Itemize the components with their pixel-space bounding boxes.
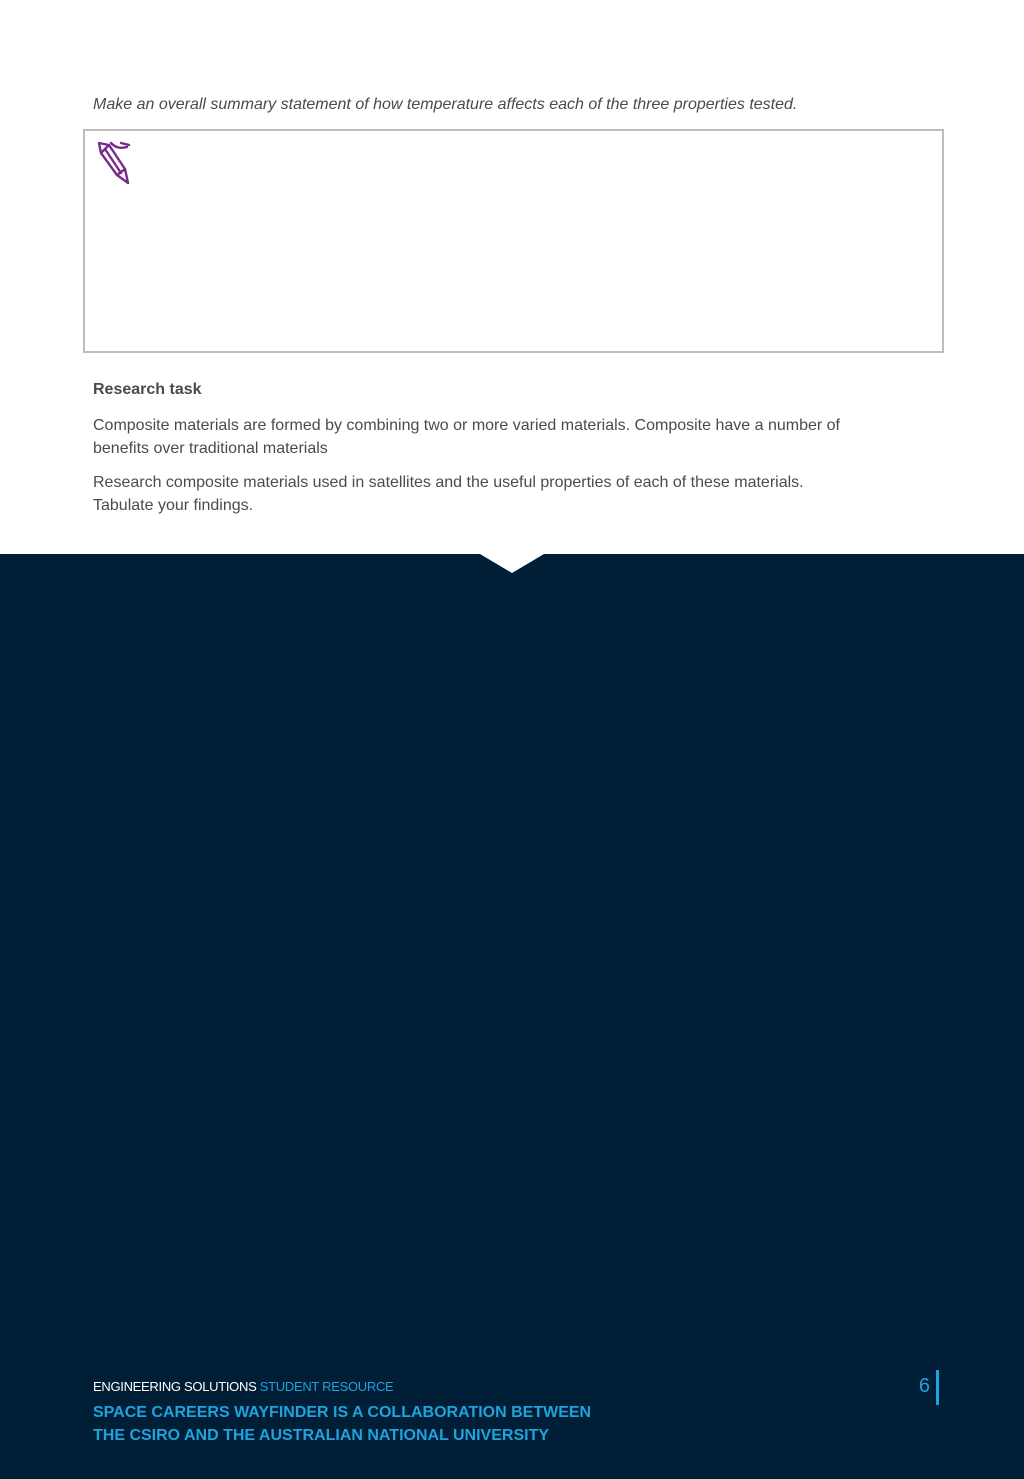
- panel-notch: [480, 554, 544, 573]
- summary-prompt: Make an overall summary statement of how temperature affects each of the three properties tested.: [93, 96, 798, 113]
- pencil-icon: [95, 139, 133, 187]
- answer-box[interactable]: [83, 129, 944, 353]
- paragraph-line: benefits over traditional materials: [93, 440, 328, 457]
- footer-collaboration: [93, 1401, 591, 1447]
- collab-line: THE CSIRO AND THE AUSTRALIAN NATIONAL UNIVERSITY: [93, 1427, 550, 1444]
- paragraph-line: Research composite materials used in satellites and the useful properties of each of these materials.: [93, 474, 804, 491]
- footer-series: ENGINEERING SOLUTIONS: [93, 1379, 257, 1394]
- page-number-bar: [936, 1370, 939, 1405]
- paragraph-line: Composite materials are formed by combining two or more varied materials. Composite have a number of: [93, 417, 840, 434]
- footer-series-label: [93, 1379, 393, 1394]
- composite-intro-paragraph: [93, 414, 933, 460]
- research-task-heading: Research task: [93, 381, 202, 398]
- page-number: 6: [918, 1375, 930, 1397]
- collab-line: SPACE CAREERS WAYFINDER IS A COLLABORATION BETWEEN: [93, 1404, 592, 1421]
- paragraph-line: Tabulate your findings.: [93, 497, 254, 514]
- dark-footer-panel: [0, 554, 1024, 1479]
- footer-resource: STUDENT RESOURCE: [259, 1379, 394, 1394]
- research-instruction-paragraph: [93, 471, 933, 517]
